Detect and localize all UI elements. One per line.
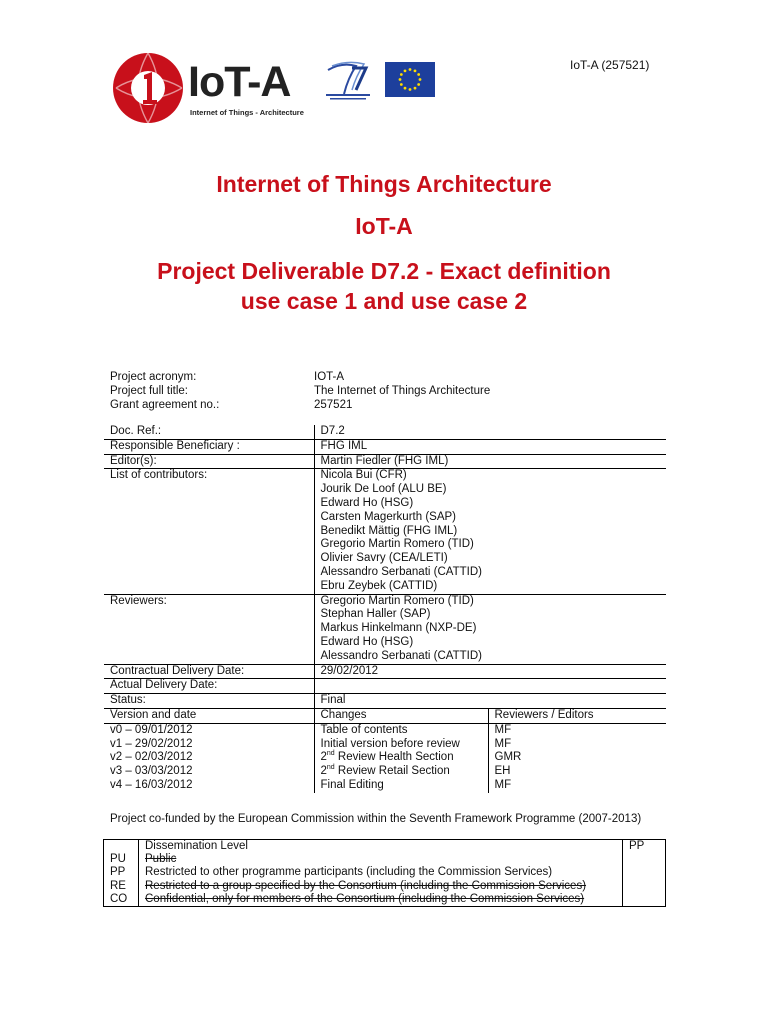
reviewer-cell: MF (488, 723, 666, 737)
dissemination-code: PP (110, 866, 126, 879)
contributors-list (314, 469, 666, 594)
info-row (110, 370, 490, 384)
list-item: Markus Hinkelmann (NXP-DE) (320, 622, 477, 635)
meta-label: Doc. Ref.: (104, 425, 314, 439)
dissemination-header: Dissemination Level (139, 840, 623, 854)
table-header-row (104, 840, 666, 854)
meta-value (314, 679, 666, 694)
iota-logo-subtitle: Internet of Things - Architecture (190, 108, 304, 117)
info-value: 257521 (314, 399, 353, 411)
eu-star-icon (419, 78, 422, 81)
eu-star-icon (400, 83, 403, 86)
version-cell: v0 – 09/01/2012 (110, 723, 193, 736)
list-item: Alessandro Serbanati (CATTID) (320, 649, 482, 662)
list-item: Olivier Savry (CEA/LETI) (320, 552, 448, 565)
list-item: Carsten Magerkurth (SAP) (320, 510, 456, 523)
table-row (104, 469, 666, 594)
meta-label: Actual Delivery Date: (104, 679, 314, 694)
eu-star-icon (414, 69, 417, 72)
column-header: Reviewers / Editors (488, 708, 666, 723)
dissemination-text: Restricted to a group specified by the Consortium (including the Commission Services) (139, 880, 623, 893)
table-row (104, 454, 666, 469)
reviewer-cell: MF (488, 738, 666, 752)
column-header: Changes (314, 708, 488, 723)
info-label: Grant agreement no.: (110, 399, 220, 411)
reviewer-cell: GMR (488, 751, 666, 765)
iota-globe-icon (112, 48, 188, 128)
table-row (104, 679, 666, 694)
table-row (104, 893, 666, 907)
dissemination-text: Public (139, 853, 623, 866)
dissemination-code: PU (110, 853, 126, 866)
table-row (104, 738, 666, 752)
info-row (110, 384, 490, 398)
version-cell: v4 – 16/03/2012 (110, 778, 193, 791)
eu-flag-icon (385, 62, 435, 97)
eu-star-icon (409, 88, 412, 91)
fp7-logo-icon (322, 60, 374, 104)
dissemination-text: Restricted to other programme participants (including the Commission Services) (139, 866, 623, 879)
dissemination-selected: PP (623, 840, 666, 854)
table-row (104, 594, 666, 664)
eu-star-icon (409, 68, 412, 71)
changes-cell: Initial version before review (314, 738, 488, 752)
list-item: Jourik De Loof (ALU BE) (320, 483, 447, 496)
document-metadata-table (104, 425, 666, 793)
changes-cell: Final Editing (314, 779, 488, 793)
reviewers-list (314, 594, 666, 664)
list-item: Gregorio Martin Romero (TID) (320, 594, 474, 607)
changes-cell: 2nd Review Retail Section (314, 765, 488, 779)
info-value: The Internet of Things Architecture (314, 385, 491, 397)
info-label: Project full title: (110, 385, 188, 397)
table-row (104, 664, 666, 679)
version-cell: v3 – 03/03/2012 (110, 765, 193, 778)
cofunding-note: Project co-funded by the European Commission within the Seventh Framework Programme (2007-2013) (110, 813, 642, 825)
meta-label: Contractual Delivery Date: (104, 664, 314, 679)
eu-star-icon (399, 78, 402, 81)
meta-value: Martin Fiedler (FHG IML) (314, 454, 666, 469)
meta-value: FHG IML (314, 439, 666, 454)
dissemination-table (103, 839, 666, 907)
meta-label: Reviewers: (104, 594, 314, 664)
title-line-2: IoT-A (355, 213, 413, 239)
info-label: Project acronym: (110, 371, 197, 383)
list-item: Stephan Haller (SAP) (320, 608, 431, 621)
meta-label: Responsible Beneficiary : (104, 439, 314, 454)
title-line-4: use case 1 and use case 2 (240, 288, 528, 314)
table-row (104, 723, 666, 737)
changes-cell: 2nd Review Health Section (314, 751, 488, 765)
eu-star-icon (404, 87, 407, 90)
column-header: Version and date (104, 708, 314, 723)
meta-value: Final (314, 694, 666, 709)
list-item: Alessandro Serbanati (CATTID) (320, 565, 482, 578)
title-line-3: Project Deliverable D7.2 - Exact definition (157, 258, 611, 284)
changes-cell: Table of contents (314, 723, 488, 737)
reviewer-cell: MF (488, 779, 666, 793)
title-line-1: Internet of Things Architecture (216, 171, 552, 197)
table-row (104, 765, 666, 779)
meta-label: List of contributors: (104, 469, 314, 594)
table-row (104, 439, 666, 454)
iota-logo-text: IoT-A (188, 58, 291, 106)
eu-star-icon (400, 73, 403, 76)
list-item: Nicola Bui (CFR) (320, 469, 407, 482)
meta-value: 29/02/2012 (314, 664, 666, 679)
eu-star-icon (414, 87, 417, 90)
table-row (104, 694, 666, 709)
table-row (104, 853, 666, 866)
reviewer-cell: EH (488, 765, 666, 779)
list-item: Benedikt Mättig (FHG IML) (320, 524, 458, 537)
version-cell: v1 – 29/02/2012 (110, 737, 193, 750)
eu-star-icon (404, 69, 407, 72)
version-cell: v2 – 02/03/2012 (110, 751, 193, 764)
doc-reference: IoT-A (257521) (570, 58, 650, 72)
dissemination-text: Confidential, only for members of the Consortium (including the Commission Services) (139, 893, 623, 907)
dissemination-code: RE (110, 879, 126, 892)
table-header-row (104, 708, 666, 723)
list-item: Edward Ho (HSG) (320, 496, 414, 509)
eu-star-icon (417, 83, 420, 86)
title-deliverable (0, 256, 768, 316)
table-row (104, 880, 666, 893)
table-row (104, 425, 666, 439)
meta-label: Status: (104, 694, 314, 709)
project-info (110, 370, 490, 412)
list-item: Gregorio Martin Romero (TID) (320, 538, 474, 551)
meta-label: Editor(s): (104, 454, 314, 469)
iota-logo (112, 48, 302, 128)
info-value: IOT-A (314, 371, 345, 383)
meta-value: D7.2 (314, 425, 666, 439)
table-row (104, 866, 666, 879)
dissemination-code: CO (110, 892, 128, 905)
eu-star-icon (417, 73, 420, 76)
list-item: Ebru Zeybek (CATTID) (320, 579, 438, 592)
info-row (110, 398, 490, 412)
table-row (104, 751, 666, 765)
list-item: Edward Ho (HSG) (320, 635, 414, 648)
table-row (104, 779, 666, 793)
